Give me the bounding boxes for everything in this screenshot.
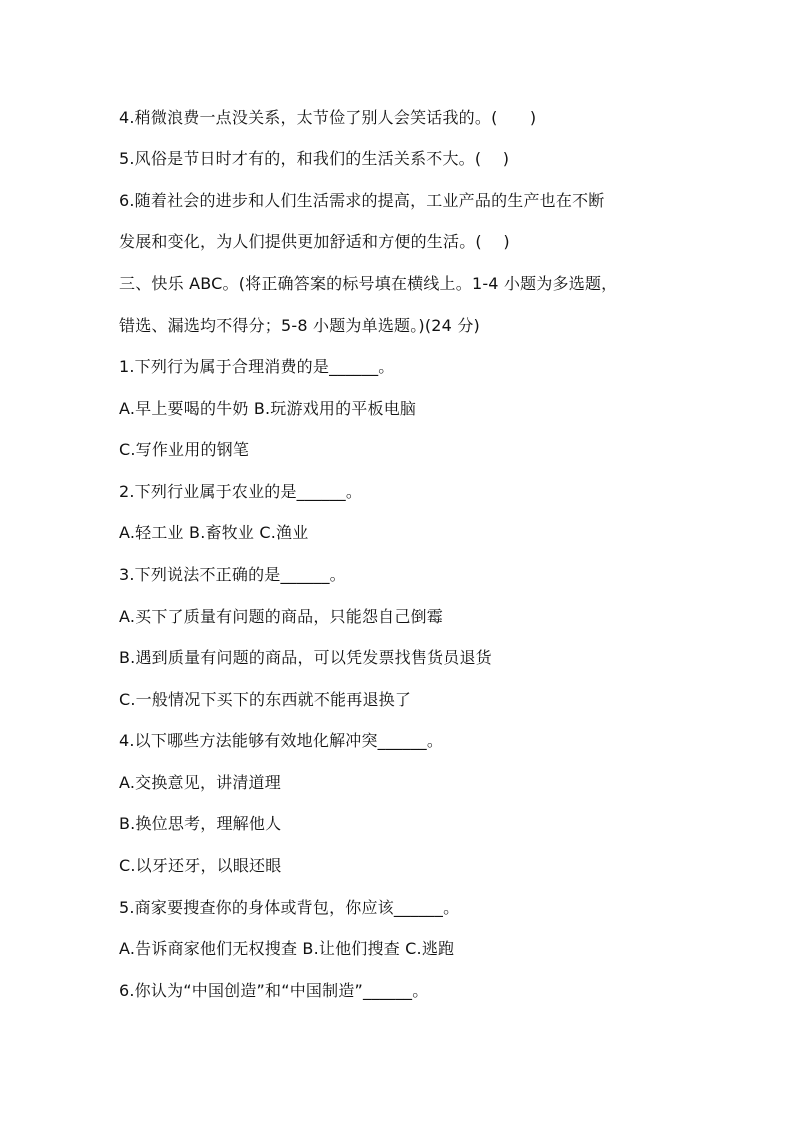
section-three-instructions: 错选、漏选均不得分；5-8 小题为单选题。)(24 分): [119, 316, 480, 335]
tf-item-5: 5.风俗是节日时才有的，和我们的生活关系不大。( ): [119, 149, 510, 168]
question-3-option-a: A.买下了质量有问题的商品，只能怨自己倒霉: [119, 607, 443, 626]
question-1-options-ab: A.早上要喝的牛奶 B.玩游戏用的平板电脑: [119, 399, 417, 418]
question-4-option-a: A.交换意见，讲清道理: [119, 773, 281, 792]
question-2-stem: 2.下列行业属于农业的是______。: [119, 482, 363, 501]
question-6-stem: 6.你认为“中国创造”和“中国制造”______。: [119, 981, 429, 1000]
question-1-stem: 1.下列行为属于合理消费的是______。: [119, 357, 395, 376]
question-3-option-c: C.一般情况下买下的东西就不能再退换了: [119, 690, 412, 709]
question-4-option-b: B.换位思考，理解他人: [119, 814, 282, 833]
section-three-heading: 三、快乐 ABC。(将正确答案的标号填在横线上。1-4 小题为多选题，: [119, 274, 618, 293]
question-1-option-c: C.写作业用的钢笔: [119, 440, 250, 459]
tf-item-4: 4.稍微浪费一点没关系，太节俭了别人会笑话我的。( ): [119, 108, 537, 127]
tf-item-6-line2: 发展和变化，为人们提供更加舒适和方便的生活。( ): [119, 232, 510, 251]
tf-item-6-line1: 6.随着社会的进步和人们生活需求的提高，工业产品的生产也在不断: [119, 191, 605, 210]
question-4-stem: 4.以下哪些方法能够有效地化解冲突______。: [119, 731, 444, 750]
question-3-option-b: B.遇到质量有问题的商品，可以凭发票找售货员退货: [119, 648, 492, 667]
question-3-stem: 3.下列说法不正确的是______。: [119, 565, 346, 584]
question-4-option-c: C.以牙还牙，以眼还眼: [119, 856, 282, 875]
question-5-stem: 5.商家要搜查你的身体或背包，你应该______。: [119, 898, 460, 917]
question-5-options: A.告诉商家他们无权搜查 B.让他们搜查 C.逃跑: [119, 939, 455, 958]
question-2-options: A.轻工业 B.畜牧业 C.渔业: [119, 523, 309, 542]
